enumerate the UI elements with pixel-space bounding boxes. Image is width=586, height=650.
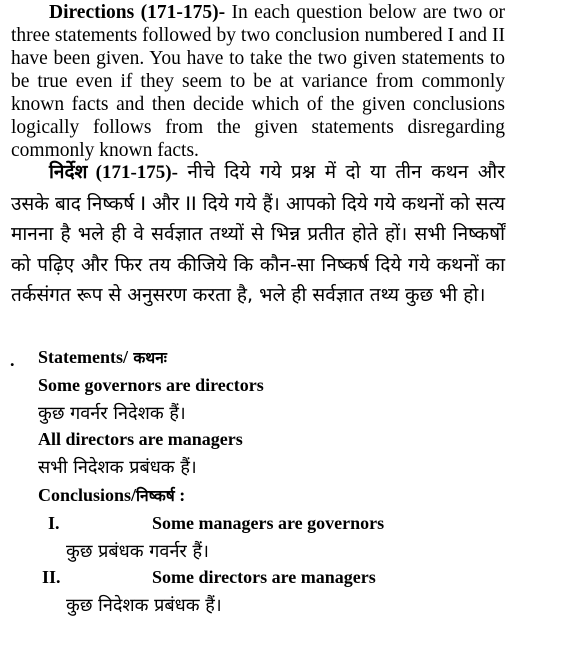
conclusion-2-hi: कुछ निदेशक प्रबंधक हैं। bbox=[66, 595, 222, 616]
conclusion-1-hi: कुछ प्रबंधक गवर्नर हैं। bbox=[66, 541, 209, 562]
statement-1-en: Some governors are directors bbox=[38, 375, 264, 395]
statement-1-hi: कुछ गवर्नर निदेशक हैं। bbox=[38, 403, 186, 424]
conclusions-label-hi: निष्कर्ष bbox=[136, 487, 175, 505]
conclusion-2-en: Some directors are managers bbox=[152, 567, 376, 587]
directions-body-en: In each question below are two or three statements followed by two conclusion numbered I and II have been given. You have to take the two given statements to be true even if they seem to be at variance from commonly known facts and then decide which of the given conclusions logically follows from the given statements disregarding commonly known facts. bbox=[11, 2, 505, 161]
directions-body-hi: नीचे दिये गये प्रश्न में दो या तीन कथन और उसके बाद निष्कर्ष I और II दिये गये हैं। आपको दिये गये कथनों को सत्य मानना है भले ही वे सर्वज्ञात तथ्यों से भिन्न प्रतीत होते हों। सभी निष्कर्षों को पढ़िए और फिर तय कीजिये कि कौन-सा निष्कर्ष दिये गये कथनों का तर्कसंगत रूप से अनुसरण करता है, भले ही सर्वज्ञात तथ्य कुछ भी हो। bbox=[11, 161, 506, 306]
directions-hindi bbox=[11, 157, 505, 311]
conclusion-1-number: I. bbox=[48, 513, 60, 533]
statement-2-hi: सभी निदेशक प्रबंधक हैं। bbox=[38, 457, 197, 478]
conclusions-label-colon: : bbox=[174, 485, 186, 505]
directions-heading-en: Directions (171-175)- bbox=[49, 2, 226, 23]
directions-english bbox=[11, 1, 505, 162]
conclusions-label-en: Conclusions/ bbox=[38, 485, 137, 505]
conclusion-1-en: Some managers are governors bbox=[152, 513, 385, 533]
statement-2-en: All directors are managers bbox=[38, 429, 243, 449]
conclusions-label bbox=[38, 484, 185, 506]
directions-range-hi: (171-175)- bbox=[87, 162, 178, 183]
directions-heading-hi: निर्देश bbox=[49, 161, 88, 183]
question-bullet: . bbox=[10, 350, 15, 370]
statements-label-hi: कथनः bbox=[127, 349, 167, 367]
statements-label-en: Statements/ bbox=[38, 347, 128, 367]
statements-label bbox=[38, 346, 167, 368]
conclusion-2-number: II. bbox=[42, 567, 61, 587]
